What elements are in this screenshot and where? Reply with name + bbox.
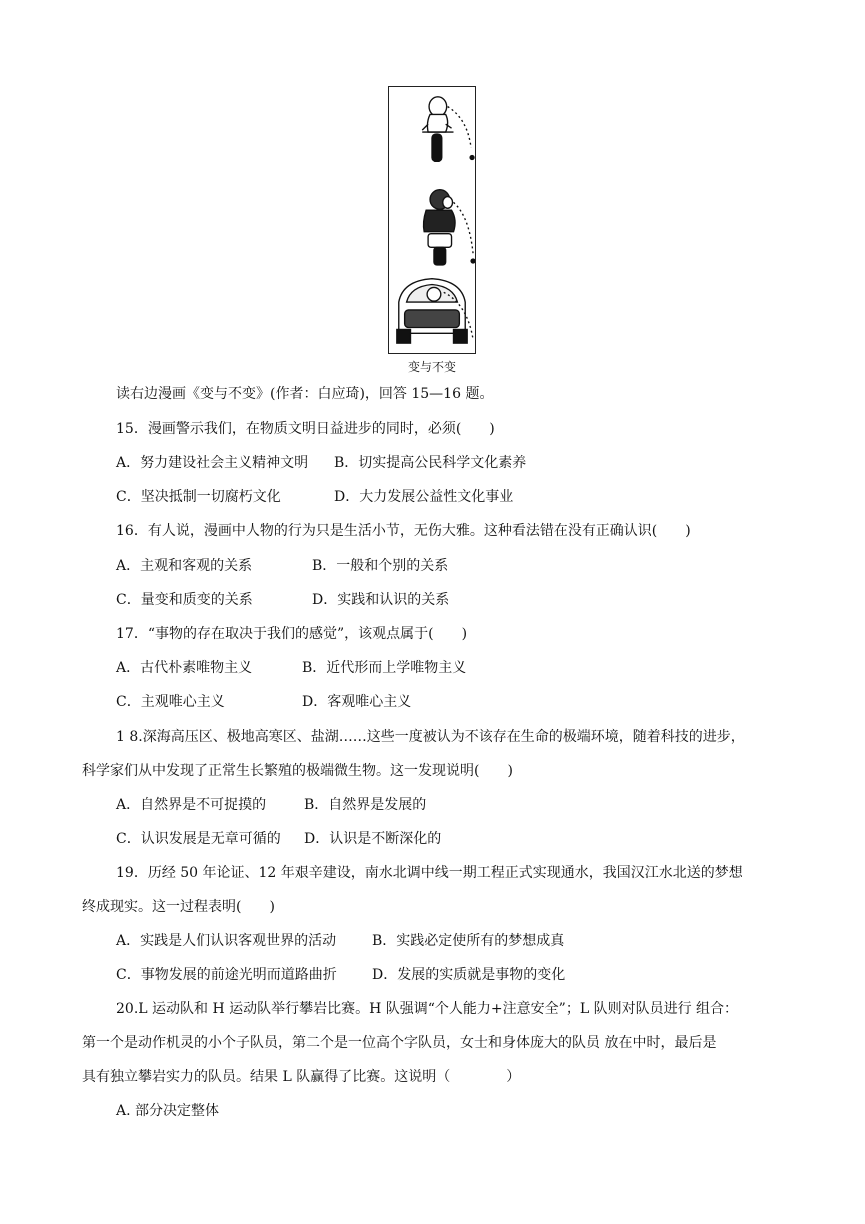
option-d[interactable]: D．认识是不断深化的 <box>304 831 442 847</box>
question-16-options-row-2 <box>116 591 449 609</box>
question-16-stem: 16．有人说，漫画中人物的行为只是生活小节，无伤大雅。这种看法错在没有正确认识( ) <box>116 523 691 539</box>
intro-text: 读右边漫画《变与不变》(作者：白应琦)，回答 15—16 题。 <box>116 386 494 402</box>
option-c[interactable]: C．认识发展是无章可循的 <box>116 831 281 847</box>
question-17-options-row-1 <box>116 659 466 677</box>
question-15-options-row-2 <box>116 488 513 506</box>
question-17-options-row-2 <box>116 693 411 711</box>
question-20-stem-line-3: 具有独立攀岩实力的队员。结果 L 队赢得了比赛。这说明（ ） <box>82 1069 521 1085</box>
cartoon-figure <box>388 86 476 354</box>
option-b[interactable]: B．切实提高公民科学文化素养 <box>334 455 527 471</box>
figure-caption: 变与不变 <box>407 360 456 374</box>
question-20-stem-line-1: 20.L 运动队和 H 运动队举行攀岩比赛。H 队强调“个人能力+注意安全”；L 队则对队员进行 组合： <box>116 1001 739 1017</box>
question-19-options-row-2 <box>116 966 565 984</box>
option-c[interactable]: C．量变和质变的关系 <box>116 592 253 608</box>
question-20-stem-line-2: 第一个是动作机灵的小个子队员，第二个是一位高个字队员，女士和身体庞大的队员 放在中时，最后是 <box>82 1035 717 1051</box>
question-18-stem-line-2: 科学家们从中发现了正常生长繁殖的极端微生物。这一发现说明( ) <box>82 763 513 779</box>
option-a[interactable]: A．努力建设社会主义精神文明 <box>116 455 309 471</box>
option-a[interactable]: A．实践是人们认识客观世界的活动 <box>116 933 337 949</box>
option-b[interactable]: B．近代形而上学唯物主义 <box>302 660 467 676</box>
option-d[interactable]: D．客观唯心主义 <box>302 694 412 710</box>
question-18-stem-line-1: 1 8.深海高压区、极地高寒区、盐湖……这些一度被认为不该存在生命的极端环境，随着科技的进步， <box>116 729 745 745</box>
option-b[interactable]: B．自然界是发展的 <box>304 797 427 813</box>
question-15-options-row-1 <box>116 454 526 472</box>
option-b[interactable]: B．实践必定使所有的梦想成真 <box>372 933 565 949</box>
cartoon-illustration <box>389 87 475 353</box>
question-18-options-row-2 <box>116 830 441 848</box>
question-17-stem: 17．“事物的存在取决于我们的感觉”，该观点属于( ) <box>116 626 468 642</box>
question-19-stem-line-1: 19．历经 50 年论证、12 年艰辛建设，南水北调中线一期工程正式实现通水，我国汉江水北送的梦想 <box>116 865 743 881</box>
question-19-options-row-1 <box>116 932 564 950</box>
option-c[interactable]: C．坚决抵制一切腐朽文化 <box>116 489 281 505</box>
option-a[interactable]: A．主观和客观的关系 <box>116 558 253 574</box>
question-18-options-row-1 <box>116 796 426 814</box>
option-a[interactable]: A. 部分决定整体 <box>116 1103 220 1119</box>
option-c[interactable]: C．主观唯心主义 <box>116 694 225 710</box>
option-b[interactable]: B．一般和个别的关系 <box>312 558 449 574</box>
question-15-stem: 15．漫画警示我们，在物质文明日益进步的同时，必须( ) <box>116 421 495 437</box>
option-a[interactable]: A．自然界是不可捉摸的 <box>116 797 267 813</box>
option-d[interactable]: D．实践和认识的关系 <box>312 592 450 608</box>
option-d[interactable]: D．发展的实质就是事物的变化 <box>372 967 566 983</box>
question-20-options-row-1 <box>116 1102 219 1120</box>
option-c[interactable]: C．事物发展的前途光明而道路曲折 <box>116 967 337 983</box>
question-16-options-row-1 <box>116 557 448 575</box>
option-d[interactable]: D．大力发展公益性文化事业 <box>334 489 514 505</box>
question-19-stem-line-2: 终成现实。这一过程表明( ) <box>82 899 275 915</box>
option-a[interactable]: A．古代朴素唯物主义 <box>116 660 253 676</box>
